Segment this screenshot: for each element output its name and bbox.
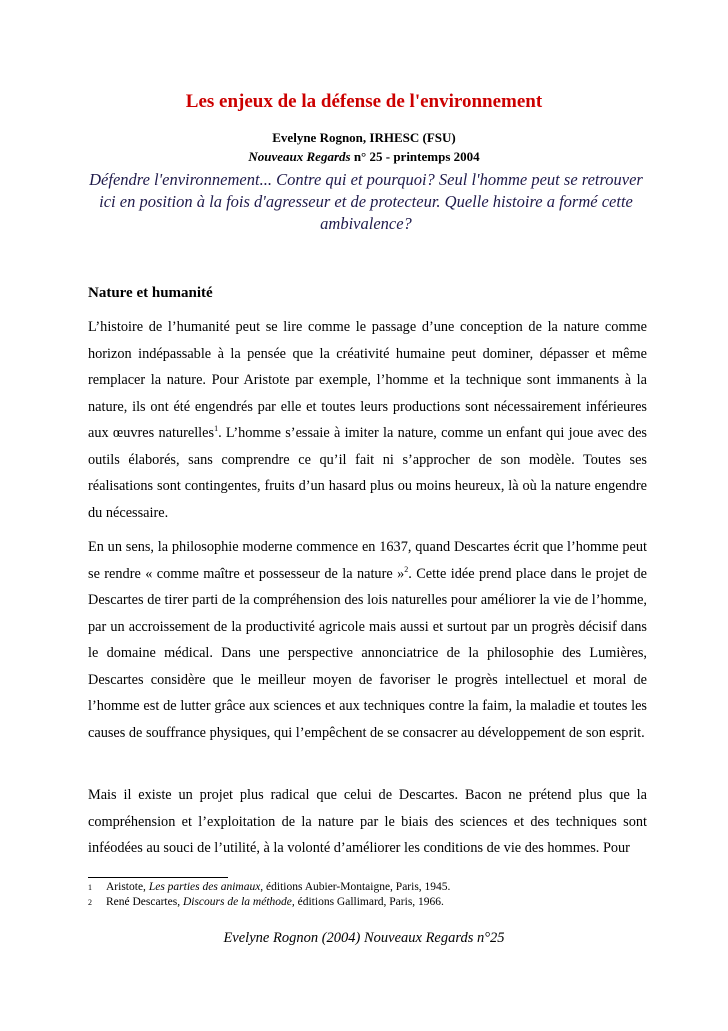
journal-line: [0, 148, 728, 165]
footnote-work: Les parties des animaux: [148, 881, 261, 893]
footnote-number: 2: [88, 898, 92, 907]
footnote-divider: [88, 877, 228, 878]
footnote-ref-2[interactable]: 2: [404, 564, 409, 574]
paragraph-3: Mais il existe un projet plus radical que celui de Descartes. Bacon ne prétend plus que la compréhension et l’exploitation de la nature par le biais des sciences et des techniques sont inféodées au souci de l’utilité, à la volonté d’améliorer les conditions de vie des hommes. Pour: [88, 787, 647, 856]
journal-issue: n° 25 - printemps 2004: [350, 149, 480, 164]
paragraph-2-text-b: . Cette idée prend place dans le projet de Descartes de tirer parti de la compréhension des lois naturelles pour améliorer la vie de l’homme, par un accroissement de la productivité agricole mais aussi et surtout par un progrès décisif dans le domaine médical. Dans une perspective annonciatrice de la philosophie des Lumières, Descartes considère que le meilleur moyen de favoriser le progrès intellectuel et moral de l’homme est de lutter grâce aux sciences et aux techniques contre la faim, la maladie et toutes les causes de souffrance physiques, qui l’empêchent de se consacrer au développement de son esprit.: [88, 565, 647, 741]
page-footer: Evelyne Rognon (2004) Nouveaux Regards n°25: [223, 930, 505, 946]
section-heading: Nature et humanité: [88, 285, 213, 301]
footnote-author: Aristote,: [106, 881, 149, 893]
abstract: Défendre l'environnement... Contre qui et pourquoi? Seul l'homme peut se retrouver ici en position à la fois d'agresseur et de protecteur. Quelle histoire a formé cette ambivalence?: [89, 170, 643, 233]
journal-name: Nouveaux Regards: [248, 149, 351, 164]
footnote-work: Discours de la méthode,: [182, 896, 295, 908]
footnote-rest: , éditions Aubier-Montaigne, Paris, 1945.: [260, 881, 451, 893]
footnote-number: 1: [88, 883, 92, 892]
paragraph-2-text-a: En un sens, la philosophie moderne commence en 1637, quand Descartes écrit que l’homme peut se rendre « comme maître et possesseur de la nature »: [88, 539, 647, 582]
footnote-2: [88, 895, 648, 910]
footnote-rest: éditions Gallimard, Paris, 1966.: [294, 896, 444, 908]
paragraph-1-text-a: L’histoire de l’humanité peut se lire comme le passage d’une conception de la nature comme horizon indépassable à la pensée que la créativité humaine peut dominer, dépasser et même remplacer la nature. Pour Aristote par exemple, l’homme et la technique sont immanents à la nature, ils ont été engendrés par elle et toutes leurs productions sont nécessairement inférieures aux œuvres naturelles: [88, 319, 647, 441]
footnote-author: René Descartes,: [106, 896, 183, 908]
paragraph-2: [88, 534, 647, 746]
document-title: Les enjeux de la défense de l'environnement: [185, 91, 543, 112]
paragraph-1-text-b: . L’homme s’essaie à imiter la nature, comme un enfant qui joue avec des outils élaborés, sans comprendre ce qu’il fait ni s’approcher de son modèle. Toutes ses réalisations sont contingentes, fruits d’un hasard plus ou moins heureux, là où la nature engendre du nécessaire.: [88, 425, 647, 521]
footnote-ref-1[interactable]: 1: [214, 424, 219, 434]
paragraph-1: [88, 314, 647, 526]
author-line: Evelyne Rognon, IRHESC (FSU): [272, 130, 456, 145]
footnote-1: [88, 880, 648, 895]
